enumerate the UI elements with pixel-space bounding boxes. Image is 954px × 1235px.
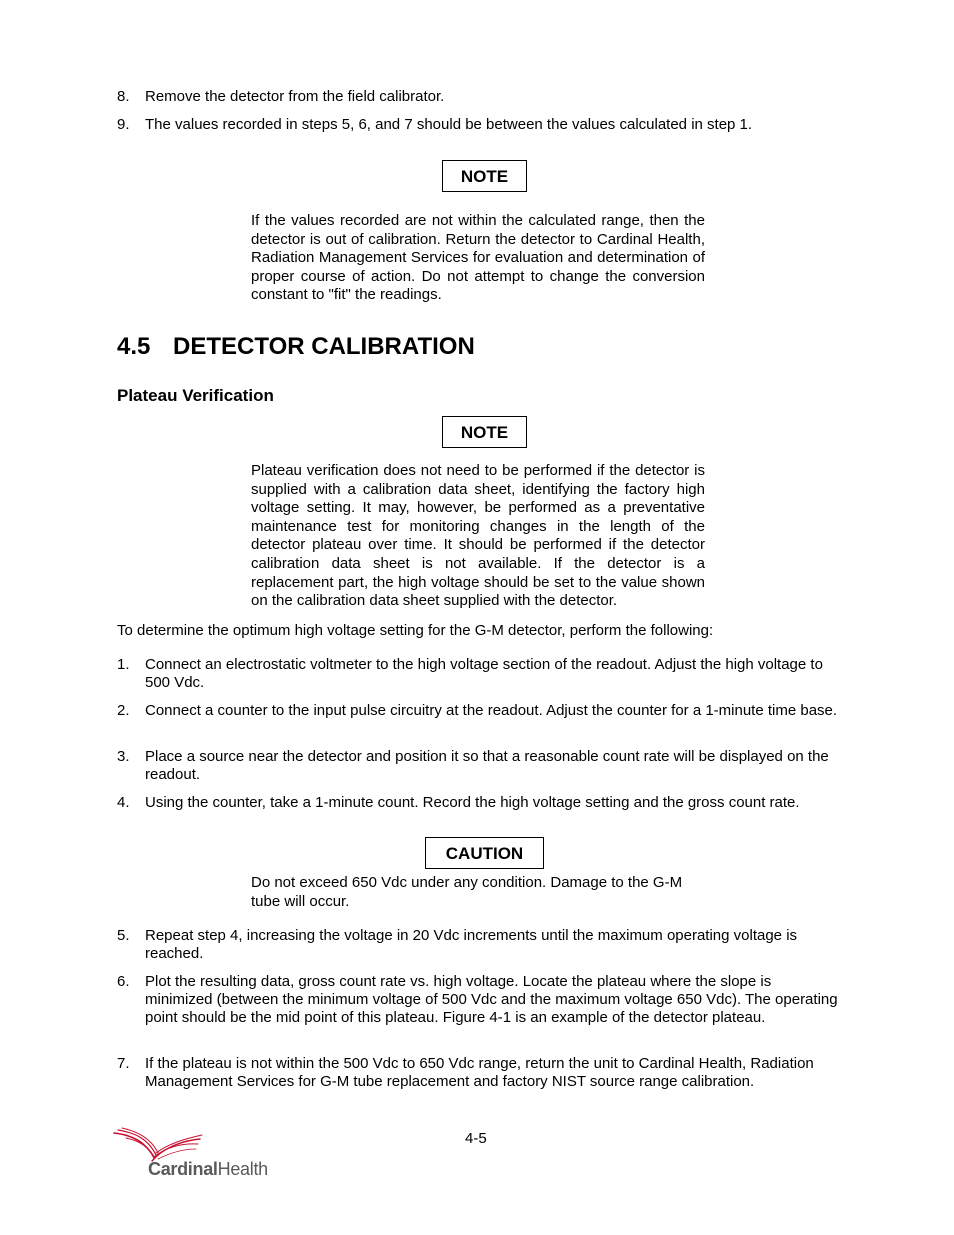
list-number: 4.: [117, 794, 130, 811]
note-label-box: NOTE: [442, 416, 527, 448]
list-item: [117, 1055, 842, 1091]
list-item: [117, 927, 842, 963]
page-number: 4-5: [465, 1130, 487, 1147]
section-number: 4.5: [117, 333, 151, 360]
note-text: Plateau verification does not need to be performed if the detector is supplied with a calibration data sheet, identifying the factory high voltage setting. It may, however, be performed as a preventative maintenance test for monitoring changes in the length of the detector plateau over time. It should be performed if the detector calibration data sheet is not available. If the detector is a replacement part, the high voltage should be set to the value shown on the calibration data sheet supplied with the detector.: [251, 462, 705, 610]
list-item: [117, 973, 842, 1027]
section-title: DETECTOR CALIBRATION: [173, 333, 475, 360]
list-text: Repeat step 4, increasing the voltage in 20 Vdc increments until the maximum operating voltage is reached.: [145, 927, 798, 962]
list-text: The values recorded in steps 5, 6, and 7 should be between the values calculated in step 1.: [145, 116, 753, 133]
logo-word-health: Health: [217, 1159, 268, 1179]
list-text: Connect a counter to the input pulse circuitry at the readout. Adjust the counter for a 1-minute time base.: [145, 702, 838, 719]
list-text: Using the counter, take a 1-minute count. Record the high voltage setting and the gross count rate.: [145, 794, 800, 811]
caution-text: Do not exceed 650 Vdc under any condition. Damage to the G-M tube will occur.: [251, 874, 683, 910]
list-text: Connect an electrostatic voltmeter to the high voltage section of the readout. Adjust the high voltage to 500 Vdc.: [145, 656, 823, 691]
intro-paragraph: To determine the optimum high voltage setting for the G-M detector, perform the following:: [117, 622, 714, 639]
list-item: [117, 748, 842, 784]
logo-word-cardinal: Cardinal: [148, 1159, 218, 1179]
list-number: 5.: [117, 927, 130, 944]
list-item: [117, 702, 842, 720]
list-number: 3.: [117, 748, 130, 765]
list-item: [117, 794, 842, 812]
list-number: 9.: [117, 116, 130, 133]
list-number: 1.: [117, 656, 130, 673]
list-number: 8.: [117, 88, 130, 105]
cardinal-health-logo: [112, 1127, 272, 1185]
section-heading: [117, 333, 475, 361]
list-item: [117, 88, 842, 106]
list-item: [117, 656, 842, 692]
list-text: If the plateau is not within the 500 Vdc to 650 Vdc range, return the unit to Cardinal Health, Radiation Management Services for G-M tube replacement and factory NIST source range calibration.: [145, 1055, 814, 1090]
subheading: Plateau Verification: [117, 386, 274, 405]
caution-label-box: CAUTION: [425, 837, 544, 869]
logo-wordmark: [148, 1159, 268, 1180]
note-label-box: NOTE: [442, 160, 527, 192]
list-number: 6.: [117, 973, 130, 990]
list-number: 2.: [117, 702, 130, 719]
list-item: [117, 116, 842, 134]
list-text: Remove the detector from the field calibrator.: [145, 88, 445, 105]
list-text: Plot the resulting data, gross count rate vs. high voltage. Locate the plateau where the slope is minimized (between the minimum voltage of 500 Vdc and the maximum voltage 650 Vdc). The operating point should be the mid point of this plateau. Figure 4-1 is an example of the detector plateau.: [145, 973, 838, 1026]
list-text: Place a source near the detector and position it so that a reasonable count rate will be displayed on the readout.: [145, 748, 829, 783]
list-number: 7.: [117, 1055, 130, 1072]
note-text: If the values recorded are not within the calculated range, then the detector is out of calibration. Return the detector to Cardinal Health, Radiation Management Services for evaluation and determination of proper course of action. Do not attempt to change the conversion constant to "fit" the readings.: [251, 212, 705, 304]
